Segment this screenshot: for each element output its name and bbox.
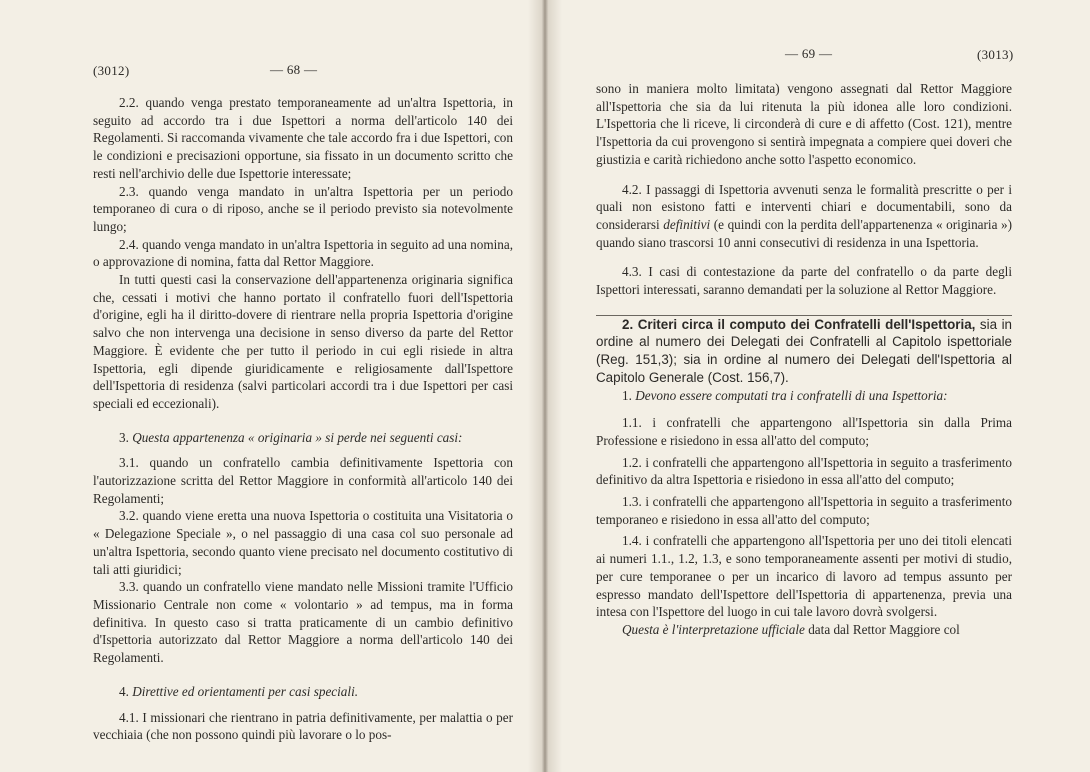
- left-page-code: (3012): [93, 63, 130, 78]
- paragraph-conservazione: In tutti questi casi la conservazione dell'appartenenza originaria significa che, cessati i motivi che hanno portato il confratello fuori dell'Ispettoria d'origine, egli ha il diritto-dovere di rientrare nella propria Ispettoria d'origine salvo che non intervenga una decisione in senso diverso da parte del Rettor Maggiore. È evidente che per tutto il periodo in cui egli risiede in altra Ispettoria, egli dipende giuridicamente e religiosamente dall'Ispettore dell'Ispettoria di residenza (salvi particolari accordi tra i due Ispettori per casi speciali ed eccezionali).: [93, 272, 513, 411]
- section-2-heading: [596, 316, 1012, 387]
- paragraph-4-2: [596, 181, 1012, 252]
- paragraph-4-3: 4.3. I casi di contestazione da parte del confratello o da parte degli Ispettori interessati, saranno demandati per la soluzione al Rettor Maggiore.: [596, 264, 1012, 298]
- heading-1: [596, 387, 1012, 405]
- heading-1-number: 1.: [622, 387, 632, 403]
- heading-1-text: Devono essere computati tra i confratelli di una Ispettoria:: [635, 387, 948, 403]
- left-page-number: — 68 —: [270, 62, 318, 77]
- paragraph-2-4: 2.4. quando venga mandato in un'altra Ispettoria in seguito ad una nomina, o approvazione di nomina, fatta dal Rettor Maggiore.: [93, 236, 513, 270]
- heading-3: [93, 429, 513, 447]
- item-1-3: 1.3. i confratelli che appartengono all'Ispettoria in seguito a trasferimento temporaneo e risiedono in essa all'atto del computo;: [596, 494, 1012, 527]
- book-gutter: [528, 0, 562, 772]
- heading-4-text: Direttive ed orientamenti per casi speciali.: [132, 683, 359, 699]
- paragraph-2-2: 2.2. quando venga prestato temporaneamente ad un'altra Ispettoria, in seguito ad accordo tra i due Ispettori a norma dell'articolo 140 dei Regolamenti. Si raccomanda vivamente che tale accordo fra i due Ispettori, con le condizioni e precisazioni opportune, sia fissato in un documento scritto che resti nell'archivio delle due Ispettorie interessate;: [93, 95, 513, 181]
- paragraph-3-3: 3.3. quando un confratello viene mandato nelle Missioni tramite l'Ufficio Missionario Centrale non come « volontario » ad tempus, ma in forma definitiva. In questo caso si tratta praticamente di un cambio definitivo d'Ispettoria autorizzato dal Rettor Maggiore a norma dell'articolo 140 dei Regolamenti.: [93, 579, 513, 666]
- paragraph-2-3: 2.3. quando venga mandato in un'altra Ispettoria per un periodo temporaneo di cura o di riposo, anche se il periodo previsto sia notevolmente lungo;: [93, 183, 513, 234]
- paragraph-4-1: 4.1. I missionari che rientrano in patria definitivamente, per malattia o per vecchiaia (che non possono quindi più lavorare o lo pos-: [93, 709, 513, 743]
- right-page-code: (3013): [977, 47, 1014, 62]
- paragraph-4-2-text-end: (e quindi con la perdita dell'appartenenza « originaria ») quando siano trascorsi 10 anni consecutivi di residenza in una Ispettoria.: [596, 216, 1012, 250]
- right-page-number: — 69 —: [785, 46, 833, 61]
- paragraph-continued: sono in maniera molto limitata) vengono assegnati dal Rettor Maggiore all'Ispettoria che sia da lui ritenuta la più idonea alle loro condizioni. L'Ispettoria che li riceve, li circonderà di cure e di affetto (Cost. 121), mentre l'Ispettoria da cui provengono si sentirà impegnata a compiere quei doveri che giustizia e carità richiedono anche sotto l'aspetto economico.: [596, 81, 1012, 167]
- item-1-2: 1.2. i confratelli che appartengono all'Ispettoria in seguito a trasferimento definitivo da altra Ispettoria e risiedono in essa all'atto del computo;: [596, 454, 1012, 488]
- paragraph-4-2-text: 4.2. I passaggi di Ispettoria avvenuti senza le formalità prescritte o per i quali non esistono fatti e interventi chiari e documentabili, sono da considerarsi: [596, 181, 1012, 232]
- heading-4-number: 4.: [119, 683, 129, 699]
- interpretazione-italic: Questa è l'interpretazione ufficiale: [622, 621, 805, 637]
- paragraph-3-2: 3.2. quando viene eretta una nuova Ispettoria o costituita una Visitatoria o « Delegazione Speciale », o nel passaggio di una casa col suo personale ad un'altra Ispettoria, secondo quanto viene precisato nel documento costitutivo di tali atti giuridici;: [93, 508, 513, 577]
- right-page-body: [596, 80, 1012, 639]
- heading-3-text: Questa appartenenza « originaria » si perde nei seguenti casi:: [132, 429, 463, 445]
- interpretazione-rest: data dal Rettor Maggiore col: [804, 621, 960, 637]
- left-page-body: [93, 94, 513, 744]
- item-1-1: 1.1. i confratelli che appartengono all'Ispettoria sin dalla Prima Professione e risiedono in essa all'atto del computo;: [596, 415, 1012, 448]
- section-2-number: 2.: [622, 316, 634, 332]
- heading-4: [93, 683, 513, 701]
- section-2-rest: sia in ordine al numero dei Delegati dei Confratelli al Capitolo ispettoriale (Reg. 151,3); sia in ordine al numero dei Delegati dell'Ispettoria al Capitolo Generale (Cost. 156,7).: [596, 316, 1012, 385]
- section-2-title: Criteri circa il computo dei Confratelli dell'Ispettoria,: [637, 316, 976, 332]
- right-page: [545, 0, 1090, 772]
- paragraph-4-2-italic: definitivi: [663, 216, 711, 232]
- item-1-4: 1.4. i confratelli che appartengono all'Ispettoria per uno dei titoli elencati ai numeri 1.1., 1.2, 1.3, e sono temporaneamente assenti per motivi di studio, per cure temporanee o per un incarico di lavoro ad tempus assunto per espresso mandato dell'Ispettore dell'Ispettoria di appartenenza, previa una intesa con l'Ispettore del luogo in cui tale lavoro dovrà svolgersi.: [596, 533, 1012, 620]
- paragraph-3-1: 3.1. quando un confratello cambia definitivamente Ispettoria con l'autorizzazione scritta del Rettor Maggiore in conformità all'articolo 140 dei Regolamenti;: [93, 455, 513, 506]
- paragraph-interpretazione: [596, 621, 1012, 639]
- heading-3-number: 3.: [119, 429, 129, 445]
